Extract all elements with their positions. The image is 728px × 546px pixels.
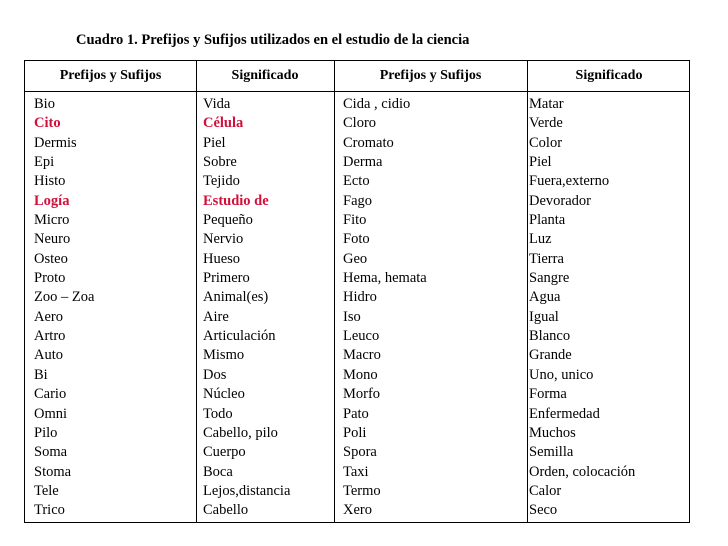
header-significado-1: Significado <box>231 68 299 83</box>
meaning-cell: Lejos,distancia <box>203 482 291 499</box>
meaning-cell: Cabello <box>203 502 249 519</box>
prefix-cell: Hema, hemata <box>343 270 427 287</box>
meaning-cell: Estudio de <box>203 192 269 209</box>
meaning-cell: Color <box>529 134 563 151</box>
meaning-cell: Dos <box>203 366 227 383</box>
prefix-cell: Foto <box>343 231 370 248</box>
meaning-cell: Sobre <box>203 154 237 171</box>
meaning-cell: Luz <box>529 231 552 248</box>
meaning-cell: Uno, unico <box>529 366 594 383</box>
meaning-cell: Pequeño <box>203 212 253 229</box>
prefix-cell: Termo <box>343 482 381 499</box>
meaning-cell: Todo <box>203 405 233 422</box>
meaning-cell: Muchos <box>529 424 576 441</box>
prefix-cell: Morfo <box>343 386 381 403</box>
prefix-cell: Pato <box>343 405 369 422</box>
prefix-cell: Poli <box>343 424 367 441</box>
prefix-cell: Fito <box>343 212 367 229</box>
column-significado-1 <box>203 95 290 521</box>
prefix-cell: Cito <box>34 115 61 132</box>
meaning-cell: Enfermedad <box>529 405 600 422</box>
prefix-cell: Epi <box>34 154 55 171</box>
meaning-cell: Devorador <box>529 192 592 209</box>
meaning-cell: Nervio <box>203 231 244 248</box>
prefix-cell: Cromato <box>343 134 394 151</box>
meaning-cell: Calor <box>529 482 562 499</box>
prefix-cell: Pilo <box>34 424 58 441</box>
header-prefijos-2: Prefijos y Sufijos <box>379 68 482 83</box>
meaning-cell: Primero <box>203 270 250 287</box>
meaning-cell: Tierra <box>529 250 564 267</box>
prefix-cell: Iso <box>343 308 361 325</box>
meaning-cell: Seco <box>529 502 558 519</box>
prefix-cell: Logía <box>34 192 70 209</box>
meaning-cell: Igual <box>529 308 559 325</box>
meaning-cell: Tejido <box>203 173 240 190</box>
prefix-cell: Soma <box>34 444 68 461</box>
prefix-cell: Hidro <box>343 289 377 306</box>
meaning-cell: Vida <box>203 96 231 112</box>
meaning-cell: Sangre <box>529 270 570 287</box>
prefix-cell: Fago <box>343 192 372 209</box>
meaning-cell: Verde <box>529 115 563 132</box>
prefix-cell: Aero <box>34 308 63 325</box>
column-prefijos-2 <box>343 95 427 521</box>
meaning-cell: Núcleo <box>203 386 245 403</box>
meaning-cell: Planta <box>529 212 566 229</box>
prefix-cell: Osteo <box>34 250 68 267</box>
meaning-cell: Forma <box>529 386 567 403</box>
meaning-cell: Piel <box>203 134 226 151</box>
header-significado-2: Significado <box>575 68 643 83</box>
prefix-cell: Trico <box>34 502 65 519</box>
table-caption: Cuadro 1. Prefijos y Sufijos utilizados en el estudio de la ciencia <box>76 32 470 48</box>
prefix-cell: Bi <box>34 366 48 383</box>
meaning-cell: Blanco <box>529 328 571 345</box>
meaning-cell: Boca <box>203 463 233 480</box>
meaning-cell: Mismo <box>203 347 245 364</box>
prefix-cell: Auto <box>34 347 63 364</box>
column-prefijos-1 <box>34 95 94 521</box>
prefix-cell: Bio <box>34 96 55 112</box>
meaning-cell: Articulación <box>203 328 276 345</box>
column-divider <box>334 61 335 522</box>
meaning-cell: Aire <box>203 308 229 325</box>
prefix-cell: Geo <box>343 250 368 267</box>
header-divider <box>25 91 689 92</box>
column-divider <box>196 61 197 522</box>
prefix-cell: Xero <box>343 502 372 519</box>
meaning-cell: Agua <box>529 289 561 306</box>
prefix-cell: Micro <box>34 212 70 229</box>
meaning-cell: Orden, colocación <box>529 463 636 480</box>
meaning-cell: Hueso <box>203 250 241 267</box>
meaning-cell: Cabello, pilo <box>203 424 278 441</box>
meaning-cell: Célula <box>203 115 244 132</box>
prefix-suffix-table <box>24 60 690 523</box>
prefix-cell: Cario <box>34 386 67 403</box>
prefix-cell: Neuro <box>34 231 71 248</box>
meaning-cell: Cuerpo <box>203 444 246 461</box>
meaning-cell: Semilla <box>529 444 574 461</box>
prefix-cell: Macro <box>343 347 381 364</box>
column-divider <box>527 61 528 522</box>
meaning-cell: Animal(es) <box>203 289 269 306</box>
prefix-cell: Cida , cidio <box>343 96 411 112</box>
prefix-cell: Histo <box>34 173 66 190</box>
meaning-cell: Matar <box>529 96 564 112</box>
meaning-cell: Fuera,externo <box>529 173 610 190</box>
prefix-cell: Dermis <box>34 134 77 151</box>
prefix-cell: Omni <box>34 405 68 422</box>
prefix-cell: Zoo – Zoa <box>34 289 95 306</box>
prefix-cell: Ecto <box>343 173 370 190</box>
prefix-cell: Proto <box>34 270 66 287</box>
prefix-cell: Cloro <box>343 115 377 132</box>
prefix-cell: Artro <box>34 328 66 345</box>
header-prefijos-1: Prefijos y Sufijos <box>59 68 162 83</box>
prefix-cell: Spora <box>343 444 377 461</box>
meaning-cell: Piel <box>529 154 552 171</box>
prefix-cell: Leuco <box>343 328 380 345</box>
meaning-cell: Grande <box>529 347 572 364</box>
prefix-cell: Stoma <box>34 463 72 480</box>
prefix-cell: Taxi <box>343 463 369 480</box>
column-significado-2 <box>529 95 635 521</box>
prefix-cell: Mono <box>343 366 378 383</box>
prefix-cell: Derma <box>343 154 383 171</box>
prefix-cell: Tele <box>34 482 59 499</box>
